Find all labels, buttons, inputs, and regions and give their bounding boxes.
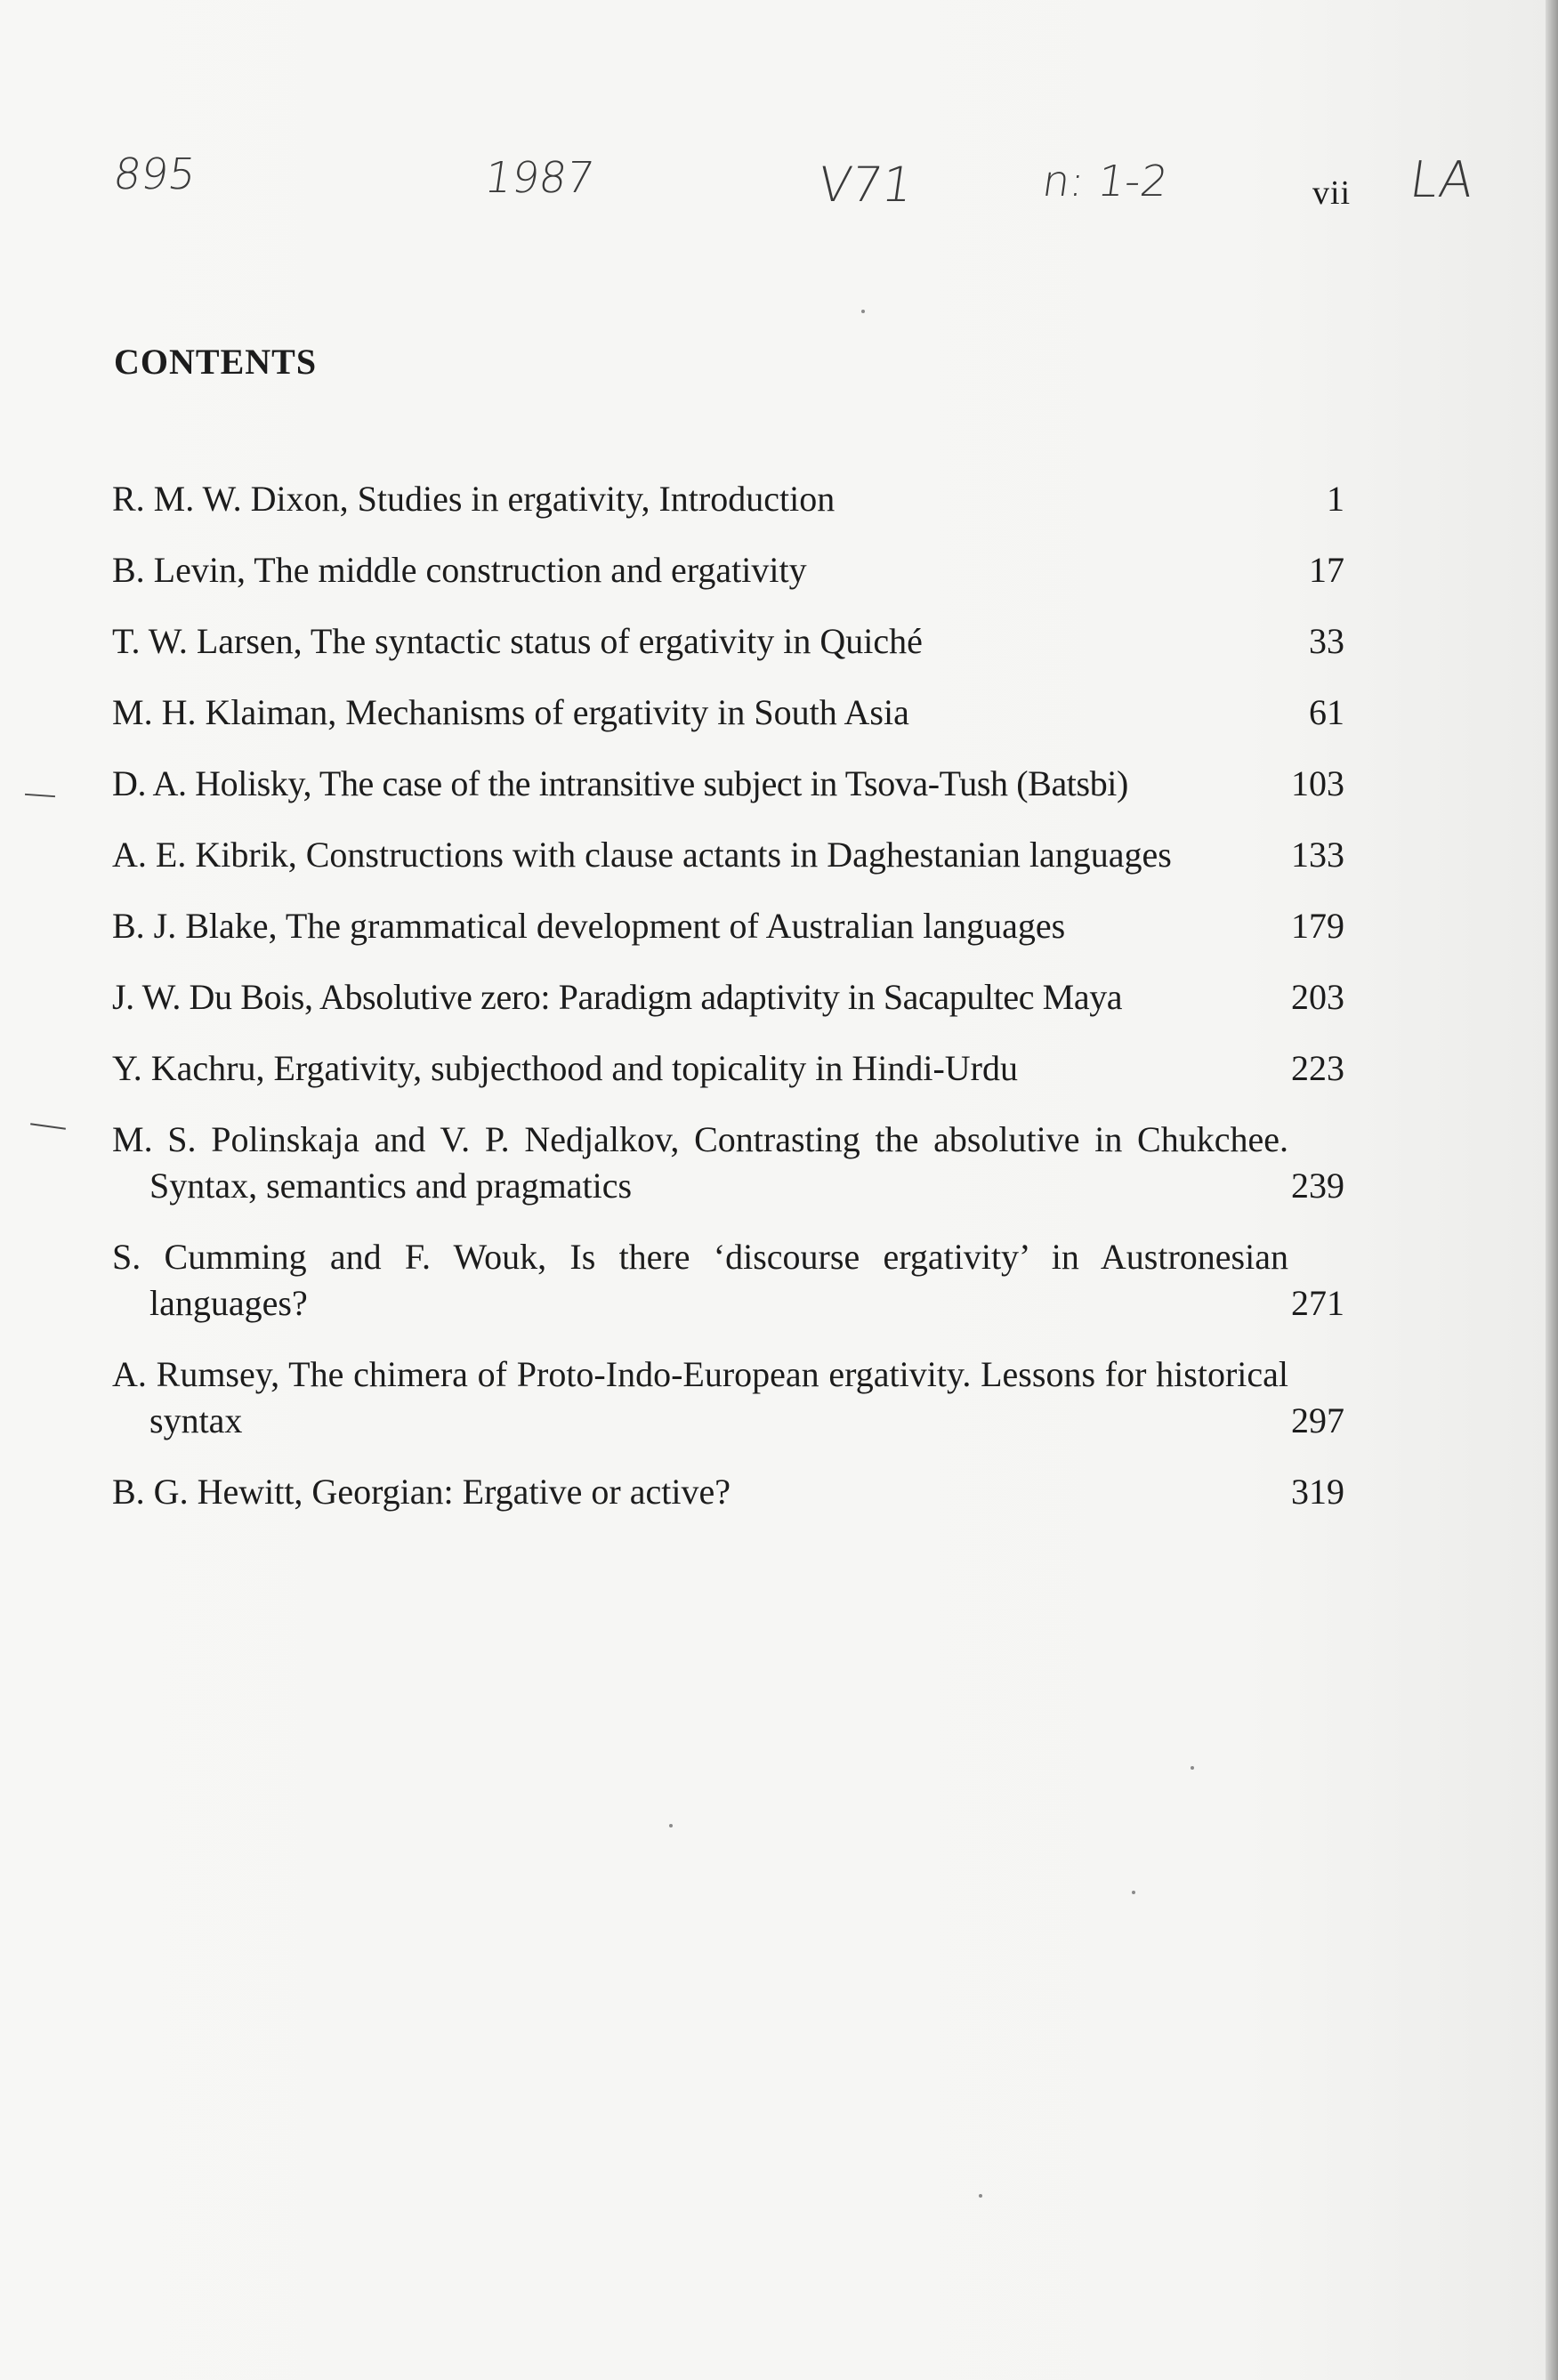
toc-entry-title: R. M. W. Dixon, Studies in ergativity, Introduction <box>112 479 836 519</box>
toc-entry <box>112 832 1344 878</box>
toc-entry-title: B. Levin, The middle construction and ergativity <box>112 550 807 590</box>
toc-entry <box>112 1351 1344 1444</box>
paper-speck <box>669 1824 673 1827</box>
toc-entry-page: 297 <box>1291 1400 1344 1440</box>
margin-tick-mark <box>30 1123 66 1130</box>
toc-entry-title: T. W. Larsen, The syntactic status of ergativity in Quiché <box>112 621 923 661</box>
margin-tick-mark <box>25 794 55 797</box>
toc-entry <box>112 1234 1344 1327</box>
paper-speck <box>1132 1891 1135 1894</box>
toc-entry <box>112 1117 1344 1209</box>
toc-entry <box>112 690 1344 736</box>
toc-entry-page: 33 <box>1309 621 1344 661</box>
paper-speck <box>979 2194 982 2198</box>
toc-entry <box>112 903 1344 949</box>
toc-entry-page: 239 <box>1291 1166 1344 1206</box>
toc-entry-title: A. E. Kibrik, Constructions with clause actants in Daghestanian languages <box>112 835 1172 875</box>
toc-entry <box>112 761 1344 807</box>
toc-entry-page: 223 <box>1291 1048 1344 1088</box>
toc-entry-page: 17 <box>1309 550 1344 590</box>
handwritten-note-year: 1987 <box>481 153 598 203</box>
toc-entry-page: 1 <box>1327 479 1344 519</box>
toc-entry-title: A. Rumsey, The chimera of Proto-Indo-European ergativity. Lessons for historical syntax <box>112 1354 1288 1440</box>
page-number: vii <box>1312 174 1352 212</box>
handwritten-note-volume: V71 <box>814 157 917 213</box>
toc-entry-page: 203 <box>1291 977 1344 1017</box>
toc-entry-page: 271 <box>1291 1283 1344 1323</box>
toc-entry <box>112 618 1344 665</box>
toc-entry <box>112 974 1344 1021</box>
toc-entry <box>112 476 1344 522</box>
toc-entry <box>112 1045 1344 1092</box>
toc-entry-page: 319 <box>1291 1472 1344 1512</box>
toc-entry-title: M. H. Klaiman, Mechanisms of ergativity in South Asia <box>112 692 909 732</box>
toc-entry <box>112 547 1344 593</box>
toc-entry-title: B. J. Blake, The grammatical development of Australian languages <box>112 906 1066 946</box>
handwritten-note-895: 895 <box>110 149 199 199</box>
contents-heading: CONTENTS <box>114 342 318 382</box>
toc-entry-title: M. S. Polinskaja and V. P. Nedjalkov, Contrasting the absolutive in Chukchee. Syntax, semantics and pragmatics <box>112 1119 1288 1206</box>
toc-entry-title: D. A. Holisky, The case of the intransitive subject in Tsova-Tush (Batsbi) <box>112 763 1128 803</box>
table-of-contents <box>112 476 1344 1540</box>
toc-entry-title: S. Cumming and F. Wouk, Is there ‘discourse ergativity’ in Austronesian languages? <box>112 1237 1288 1323</box>
toc-entry <box>112 1469 1344 1515</box>
toc-entry-page: 133 <box>1291 835 1344 875</box>
toc-entry-title: Y. Kachru, Ergativity, subjecthood and topicality in Hindi-Urdu <box>112 1048 1018 1088</box>
paper-speck <box>1191 1766 1194 1770</box>
handwritten-note-issue: n: 1-2 <box>1039 157 1172 206</box>
toc-entry-page: 61 <box>1309 692 1344 732</box>
toc-entry-page: 103 <box>1291 763 1344 803</box>
paper-speck <box>861 310 865 313</box>
toc-entry-title: B. G. Hewitt, Georgian: Ergative or active? <box>112 1472 731 1512</box>
toc-entry-page: 179 <box>1291 906 1344 946</box>
page-edge-shadow <box>1546 0 1558 2380</box>
handwritten-note-la: LA <box>1406 151 1478 209</box>
toc-entry-title: J. W. Du Bois, Absolutive zero: Paradigm adaptivity in Sacapultec Maya <box>112 977 1123 1017</box>
